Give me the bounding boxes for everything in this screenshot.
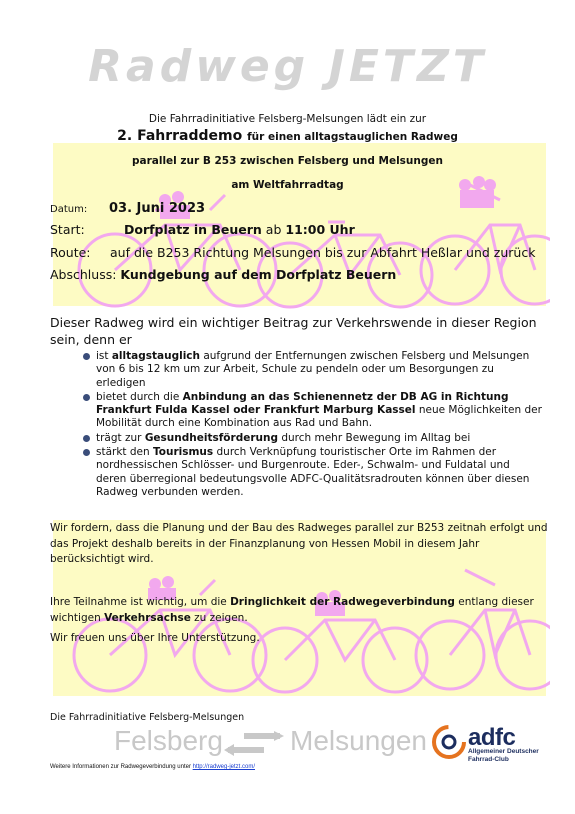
town-melsungen: Melsungen <box>290 725 427 756</box>
bicycle-illustration-top <box>60 170 550 315</box>
route-label: Route: <box>50 245 91 260</box>
banner-title: Radweg JETZT <box>88 41 487 92</box>
event-title-rest: für einen alltagstauglichen Radweg <box>247 131 458 143</box>
date-label: Datum: <box>50 204 88 215</box>
event-title-main: 2. Fahrraddemo <box>117 128 243 144</box>
event-occasion: am Weltfahrradtag <box>231 179 344 191</box>
start-time: 11:00 Uhr <box>285 222 355 237</box>
bullet-icon <box>83 449 90 456</box>
thanks-line: Wir freuen uns über Ihre Unterstützung. <box>50 632 260 644</box>
footer-info: Weitere Informationen zur Radwegeverbindung unter http://radweg-jetzt.com/ <box>50 764 255 770</box>
invitation-line: Die Fahrradinitiative Felsberg-Melsungen lädt ein zur <box>148 113 427 125</box>
participation-paragraph: Ihre Teilnahme ist wichtig, um die Dringlichkeit der Radwegeverbindung entlang dieser wichtigen Verkehrsachse zu zeigen. <box>50 596 534 624</box>
route-row <box>50 245 535 260</box>
adfc-logo-icon <box>430 723 468 761</box>
list-item: trägt zur Gesundheitsförderung durch mehr Bewegung im Alltag bei <box>82 432 542 445</box>
end-label: Abschluss: <box>50 267 117 282</box>
end-row <box>50 267 396 282</box>
list-item: bietet durch die Anbindung an das Schienennetz der DB AG in Richtung Frankfurt Fulda Kassel oder Frankfurt Marburg Kassel neue Möglichkeiten der Mobilität durch eine Kombination aus Rad und Bahn. <box>82 391 542 431</box>
start-ab: ab <box>265 222 282 237</box>
date-value: 03. Juni 2023 <box>108 201 206 216</box>
website-link[interactable]: http://radweg-jetzt.com/ <box>192 764 255 770</box>
date-row <box>50 200 205 216</box>
list-item: ist alltagstauglich aufgrund der Entfernungen zwischen Felsberg und Melsungen von 6 bis 12 km um zur Arbeit, Schule zu pendeln oder um Besorgungen zu erledigen <box>82 350 542 390</box>
route-value: auf die B253 Richtung Melsungen bis zur Abfahrt Heßlar und zurück <box>109 245 536 260</box>
demand-paragraph: Wir fordern, dass die Planung und der Bau des Radweges parallel zur B253 zeitnah erfolgt und das Projekt deshalb bereits in der Finanzplanung von Hessen Mobil in diesem Jahr berücksichtigt wird. <box>50 522 548 565</box>
bullet-icon <box>83 435 90 442</box>
bullet-icon <box>83 353 90 360</box>
adfc-wordmark: adfc <box>468 724 516 751</box>
benefits-list <box>82 350 542 500</box>
intro-paragraph: Dieser Radweg wird ein wichtiger Beitrag zur Verkehrswende in dieser Region sein, denn er <box>50 315 537 347</box>
bicycle-illustration-bottom <box>60 560 550 700</box>
town-felsberg: Felsberg <box>114 725 223 756</box>
event-title <box>0 128 575 144</box>
adfc-subtitle: Allgemeiner Deutscher Fahrrad-Club <box>468 748 539 763</box>
bullet-icon <box>83 394 90 401</box>
end-value: Kundgebung auf dem Dorfplatz Beuern <box>120 267 397 282</box>
event-subtitle: parallel zur B 253 zwischen Felsberg und Melsungen <box>131 155 443 167</box>
start-row <box>50 222 355 237</box>
start-place: Dorfplatz in Beuern <box>123 222 262 237</box>
footer-organisation: Die Fahrradinitiative Felsberg-Melsungen <box>50 712 245 723</box>
double-arrow-icon <box>224 731 284 757</box>
list-item: stärkt den Tourismus durch Verknüpfung touristischer Orte im Rahmen der nordhessischen Schlösser- und Burgenroute. Eder-, Schwalm- und Fuldatal und deren überregional bedeutungsvolle ADFC-Qualitätsradrouten können über diesen Radweg verbunden werden. <box>82 446 542 499</box>
start-label: Start: <box>50 222 85 237</box>
